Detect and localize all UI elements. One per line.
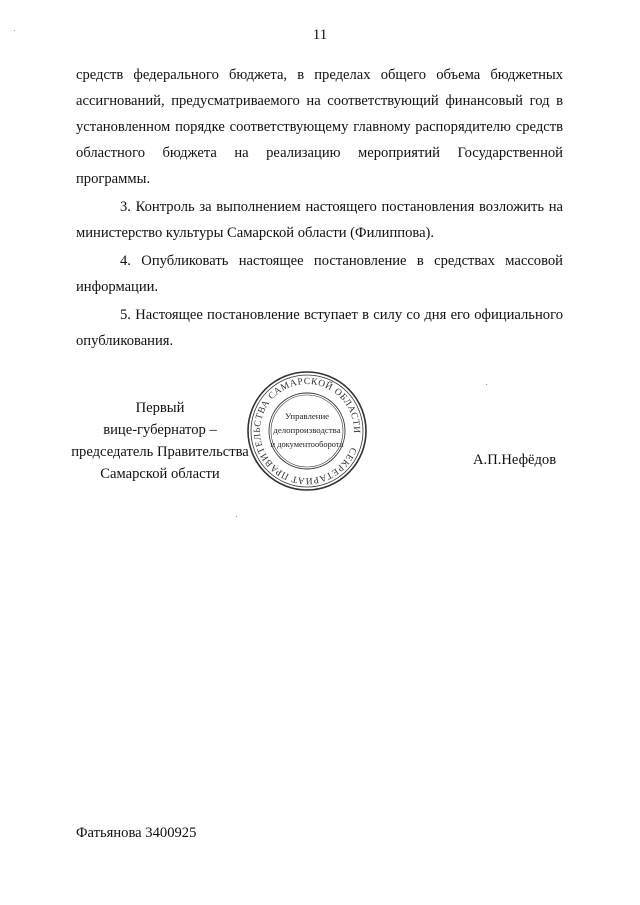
paragraph-5: 5. Настоящее постановление вступает в силу со дня его официального опубликования. — [76, 307, 563, 349]
scan-speck — [236, 516, 237, 517]
signatory-position — [60, 397, 260, 485]
seal-inner-line: и документооборота — [270, 440, 344, 449]
position-line: Первый — [135, 400, 185, 416]
body-text — [76, 62, 563, 356]
position-line: вице-губернатор – — [103, 422, 217, 438]
seal-ring-text: СЕКРЕТАРИАТ ПРАВИТЕЛЬСТВА САМАРСКОЙ ОБЛАСТИ — [252, 376, 362, 486]
scan-speck — [14, 30, 15, 31]
paragraph-continuation: средств федерального бюджета, в пределах общего объема бюджетных ассигнований, предусматриваемого на соответствующий финансовый год в установленном порядке соответствующему главному распорядителю средств областного бюджета на реализацию мероприятий Государственной программы. — [76, 67, 563, 187]
official-seal-stamp — [245, 369, 369, 493]
executor-footer: Фатьянова 3400925 — [76, 825, 197, 841]
page-number: 11 — [312, 27, 328, 43]
scan-speck — [486, 384, 487, 385]
position-line: Самарской области — [100, 466, 220, 482]
seal-inner-line: делопроизводства — [273, 425, 341, 435]
signatory-name: А.П.Нефёдов — [473, 452, 557, 468]
paragraph-4: 4. Опубликовать настоящее постановление в средствах массовой информации. — [76, 253, 563, 295]
seal-inner-line: Управление — [284, 411, 330, 421]
position-line: председатель Правительства — [71, 444, 249, 460]
paragraph-3: 3. Контроль за выполнением настоящего постановления возложить на министерство культуры Самарской области (Филиппова). — [76, 199, 563, 241]
